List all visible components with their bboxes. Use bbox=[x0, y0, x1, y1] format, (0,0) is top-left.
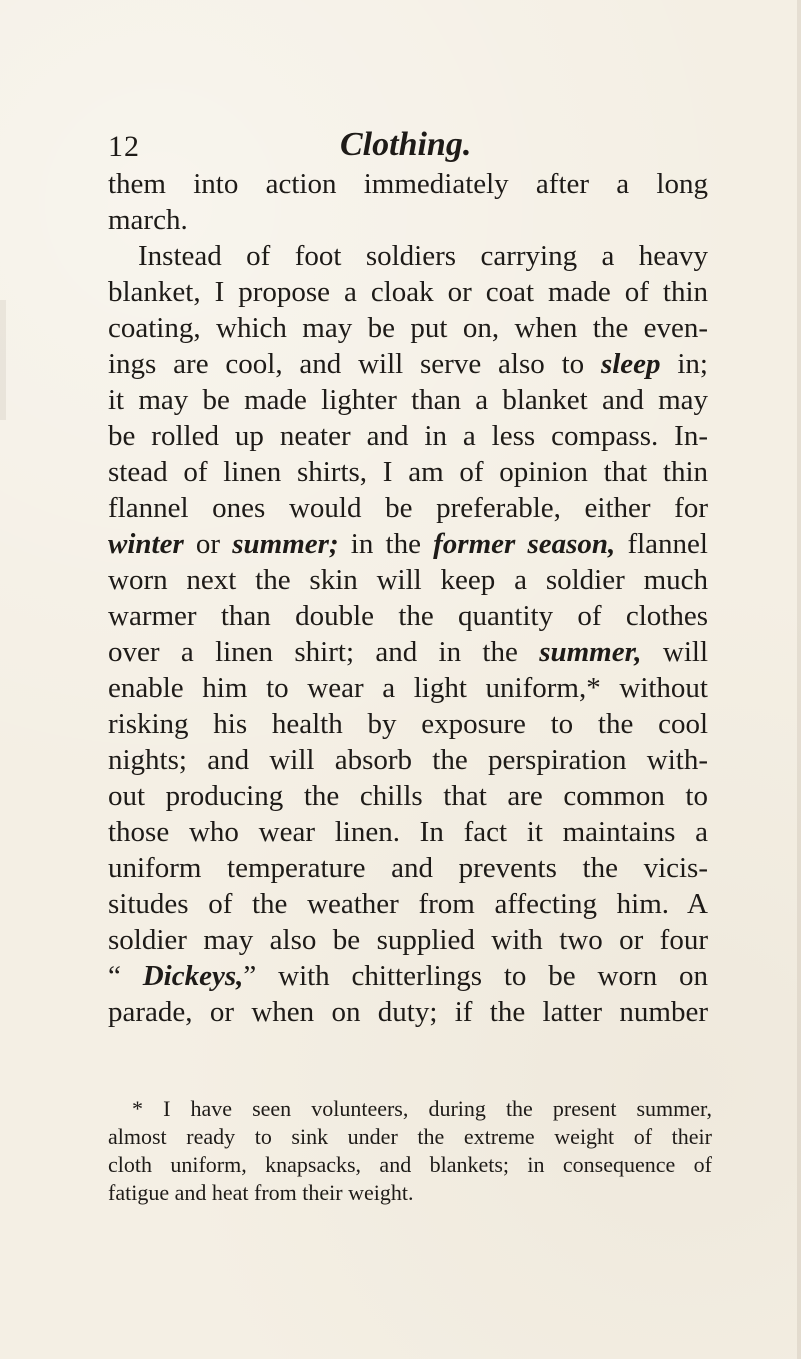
text-line bbox=[108, 526, 708, 562]
footnote bbox=[108, 1095, 712, 1207]
text-line: flannel ones would be preferable, either for bbox=[108, 492, 708, 524]
text-line bbox=[108, 346, 708, 382]
body-text bbox=[108, 166, 708, 1030]
italic-text-run: sleep bbox=[600, 348, 661, 380]
text-run: “ bbox=[108, 960, 143, 992]
italic-text-run: Dickeys, bbox=[142, 960, 244, 992]
text-run: over a linen shirt; and in the bbox=[108, 636, 540, 668]
text-line bbox=[108, 958, 708, 994]
text-line: be rolled up neater and in a less compass. In- bbox=[108, 420, 708, 452]
text-line: nights; and will absorb the perspiration with- bbox=[108, 744, 708, 776]
text-run: ” with chitterlings to be worn on bbox=[243, 960, 708, 992]
text-line: those who wear linen. In fact it maintains a bbox=[108, 816, 708, 848]
text-line: it may be made lighter than a blanket and may bbox=[108, 384, 708, 416]
italic-text-run: winter bbox=[108, 528, 184, 560]
footnote-line: cloth uniform, knapsacks, and blankets; in consequence of bbox=[108, 1152, 712, 1177]
text-line bbox=[108, 238, 708, 274]
text-run: or bbox=[183, 528, 233, 560]
italic-text-run: former season, bbox=[433, 528, 616, 560]
text-line: blanket, I propose a cloak or coat made of thin bbox=[108, 276, 708, 308]
running-head: Clothing. bbox=[340, 126, 472, 163]
text-line: march. bbox=[108, 204, 188, 236]
text-run: ings are cool, and will serve also to bbox=[108, 348, 601, 380]
text-line: risking his health by exposure to the cool bbox=[108, 708, 708, 740]
text-line: uniform temperature and prevents the vicis- bbox=[108, 852, 708, 884]
italic-text-run: summer; bbox=[232, 528, 339, 560]
text-run: will bbox=[641, 636, 708, 668]
text-line: out producing the chills that are common to bbox=[108, 780, 708, 812]
page-number: 12 bbox=[108, 130, 140, 163]
text-line: them into action immediately after a long bbox=[108, 168, 708, 200]
page-header bbox=[108, 126, 668, 170]
text-run: flannel bbox=[615, 528, 708, 560]
text-run: in the bbox=[338, 528, 434, 560]
text-line: enable him to wear a light uniform,* without bbox=[108, 672, 708, 704]
text-line: coating, which may be put on, when the even- bbox=[108, 312, 708, 344]
italic-text-run: summer, bbox=[539, 636, 642, 668]
paper-edge-mark bbox=[0, 300, 6, 420]
text-run: in; bbox=[660, 348, 708, 380]
footnote-line bbox=[108, 1095, 712, 1123]
text-run: Instead of foot soldiers carrying a heavy bbox=[138, 240, 708, 272]
text-line: stead of linen shirts, I am of opinion that thin bbox=[108, 456, 708, 488]
text-line: warmer than double the quantity of clothes bbox=[108, 600, 708, 632]
footnote-line: fatigue and heat from their weight. bbox=[108, 1180, 414, 1205]
text-line: soldier may also be supplied with two or four bbox=[108, 924, 708, 956]
footnote-line: almost ready to sink under the extreme weight of their bbox=[108, 1124, 712, 1149]
text-line bbox=[108, 634, 708, 670]
text-line: situdes of the weather from affecting him. A bbox=[108, 888, 708, 920]
paper-edge-shadow bbox=[797, 0, 801, 1359]
text-line: parade, or when on duty; if the latter number bbox=[108, 996, 708, 1028]
text-line: worn next the skin will keep a soldier much bbox=[108, 564, 708, 596]
text-run: * I have seen volunteers, during the present summer, bbox=[132, 1096, 712, 1121]
